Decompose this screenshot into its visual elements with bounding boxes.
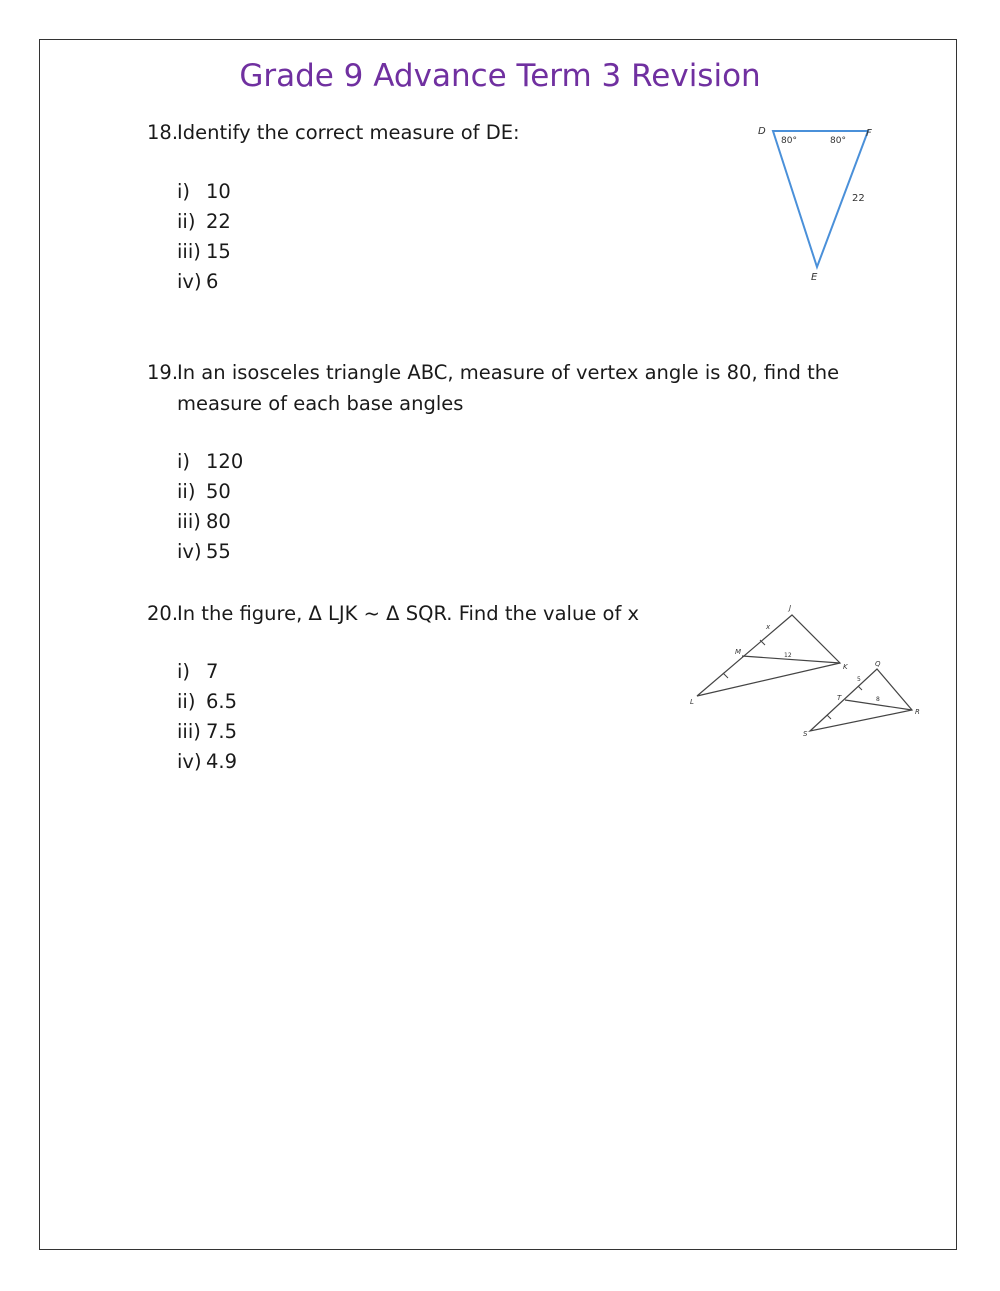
option-value: 4.9 xyxy=(206,750,238,773)
tick-mark xyxy=(827,715,831,719)
option-value: 7.5 xyxy=(206,720,238,743)
option[interactable] xyxy=(177,750,237,773)
vertex-q-label: Q xyxy=(875,660,881,668)
side-qt-label: 5 xyxy=(857,676,861,683)
vertex-e-label: E xyxy=(811,272,818,283)
option-value: 6.5 xyxy=(206,690,238,713)
question-text: In an isosceles triangle ABC, measure of vertex angle is 80, find the measure of each base angles xyxy=(177,361,840,415)
option-label: ii) xyxy=(177,480,196,503)
option-value: 50 xyxy=(206,480,231,503)
option[interactable] xyxy=(177,180,231,203)
option-label: iv) xyxy=(177,540,202,563)
side-tr-label: 8 xyxy=(876,696,880,703)
angle-d-label: 80° xyxy=(781,136,797,146)
option[interactable] xyxy=(177,270,218,293)
question-text: Identify the correct measure of DE: xyxy=(177,121,520,144)
option-label: iv) xyxy=(177,750,202,773)
vertex-k-label: K xyxy=(843,663,848,671)
option-label: i) xyxy=(177,180,191,203)
vertex-j-label: J xyxy=(789,604,792,612)
vertex-r-label: R xyxy=(915,708,920,716)
triangle-sqr xyxy=(810,669,912,731)
side-fe-label: 22 xyxy=(852,193,865,204)
vertex-l-label: L xyxy=(690,698,694,706)
question-number: 19. xyxy=(147,361,179,384)
option-value: 80 xyxy=(206,510,231,533)
option-label: i) xyxy=(177,450,191,473)
triangle-def-figure xyxy=(750,120,890,285)
option-label: iv) xyxy=(177,270,202,293)
option[interactable] xyxy=(177,690,237,713)
option[interactable] xyxy=(177,510,231,533)
option[interactable] xyxy=(177,450,243,473)
question-text: In the figure, Δ LJK ~ Δ SQR. Find the value of x xyxy=(177,602,640,625)
option-label: i) xyxy=(177,660,191,683)
option[interactable] xyxy=(177,720,237,743)
option-value: 15 xyxy=(206,240,231,263)
option-label: ii) xyxy=(177,690,196,713)
angle-f-label: 80° xyxy=(830,136,846,146)
page-title: Grade 9 Advance Term 3 Revision xyxy=(239,58,761,94)
vertex-d-label: D xyxy=(758,126,766,137)
option-label: iii) xyxy=(177,240,201,263)
option-value: 120 xyxy=(206,450,244,473)
tick-mark xyxy=(858,686,862,690)
side-x-label: x xyxy=(766,623,771,631)
tick-mark xyxy=(723,673,728,678)
side-mk-label: 12 xyxy=(784,652,792,659)
option[interactable] xyxy=(177,240,231,263)
question-number: 20. xyxy=(147,602,179,625)
option-label: iii) xyxy=(177,510,201,533)
option-value: 10 xyxy=(206,180,231,203)
option-value: 6 xyxy=(206,270,219,293)
question-number: 18. xyxy=(147,121,179,144)
similar-triangles-figure xyxy=(680,600,930,745)
option[interactable] xyxy=(177,210,231,233)
option[interactable] xyxy=(177,540,231,563)
vertex-f-label: F xyxy=(866,128,872,139)
vertex-m-label: M xyxy=(735,648,742,656)
option-value: 22 xyxy=(206,210,231,233)
option-label: ii) xyxy=(177,210,196,233)
option-value: 55 xyxy=(206,540,231,563)
vertex-t-label: T xyxy=(837,694,842,702)
option[interactable] xyxy=(177,480,231,503)
option[interactable] xyxy=(177,660,218,683)
option-label: iii) xyxy=(177,720,201,743)
option-value: 7 xyxy=(206,660,219,683)
vertex-s-label: S xyxy=(803,730,808,738)
